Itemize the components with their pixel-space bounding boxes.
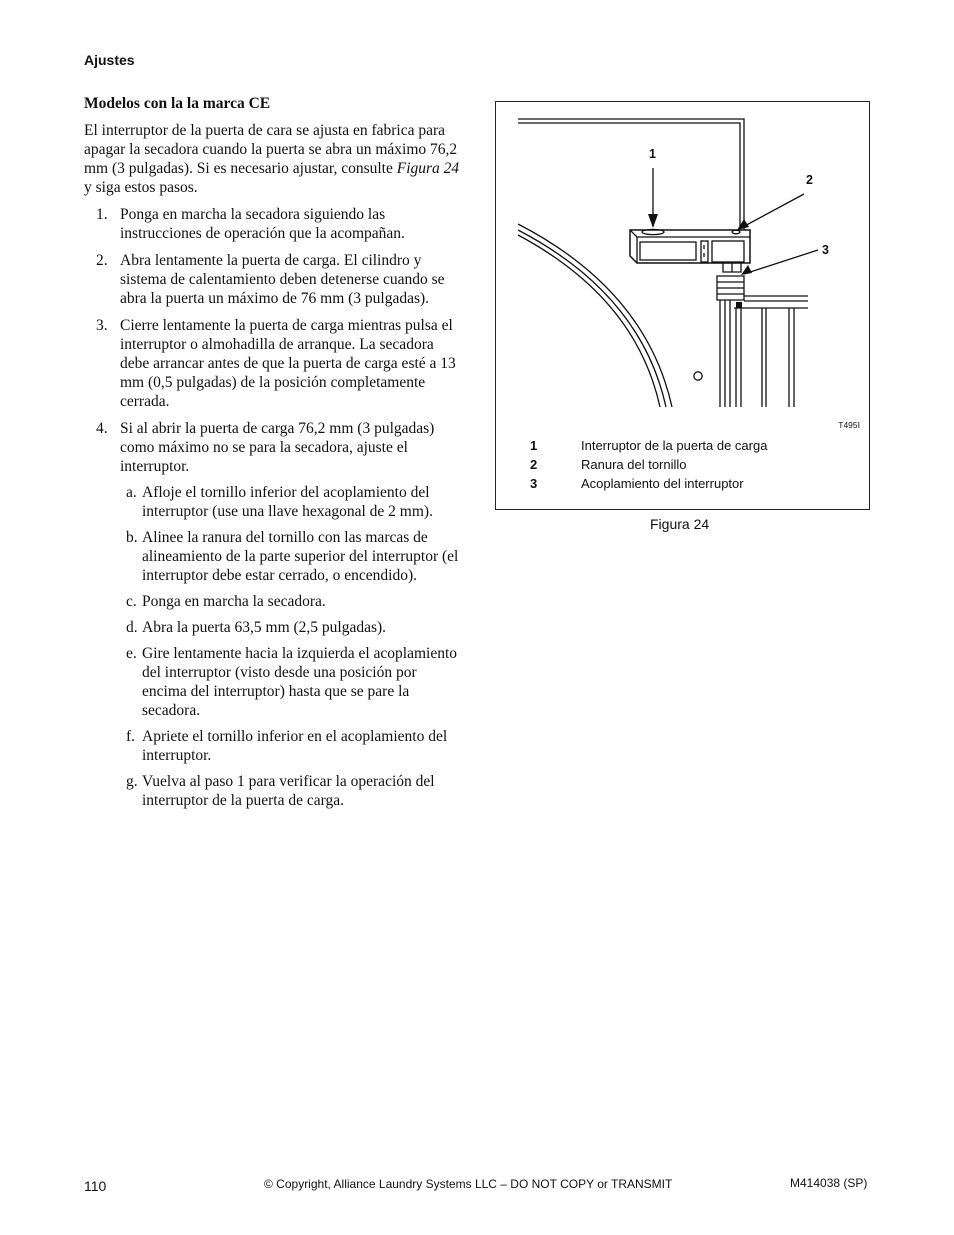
legend-number: 2 [530,457,538,472]
substep-item [120,592,460,611]
section-title: Modelos con la la marca CE [84,95,271,112]
section-header: Ajustes [84,52,135,68]
legend-label: Acoplamiento del interruptor [581,476,744,491]
substep-item [120,483,460,521]
substep-text: Abra la puerta 63,5 mm (2,5 pulgadas). [142,619,387,636]
step-text: Ponga en marcha la secadora siguiendo las instrucciones de operación que la acompañan. [120,206,405,242]
callout-3: 3 [822,243,829,257]
substep-item [120,528,460,585]
substep-letter: a. [126,484,137,501]
step-text: Cierre lentamente la puerta de carga mientras pulsa el interruptor o almohadilla de arranque. La secadora debe arrancar antes de que la puerta de carga esté a 13 mm (0,5 pulgadas) de la posición completamente cerrada. [120,317,456,410]
figure-reference-link[interactable]: Figura 24 [396,160,460,177]
step-item [84,419,460,810]
legend-row [530,455,767,474]
substep-letter: c. [126,593,137,610]
legend-label: Interruptor de la puerta de carga [581,438,768,453]
document-code: M414038 (SP) [790,1176,868,1190]
step-text: Si al abrir la puerta de carga 76,2 mm (3 pulgadas) como máximo no se para la secadora, ajuste el interruptor. [120,420,435,475]
intro-paragraph [84,121,460,197]
figure-code: T495I [838,420,860,430]
substep-letter: f. [126,728,136,745]
steps-list [84,205,460,810]
substep-text: Ponga en marcha la secadora. [142,593,326,610]
step-item [84,251,460,308]
substep-item [120,772,460,810]
substep-letter: g. [126,773,138,790]
step-item [84,205,460,243]
page-number: 110 [84,1178,107,1194]
step-number: 2. [96,252,108,269]
legend-number: 3 [530,476,538,491]
step-number: 4. [96,420,108,437]
step-item [84,316,460,411]
substeps-list [84,483,460,810]
intro-text: El interruptor de la puerta de cara se ajusta en fabrica para apagar la secadora cuando la puerta se abra un máximo 76,2 mm (3 pulgadas). Si es necesario ajustar, consulte [84,122,458,177]
callout-2: 2 [806,173,813,187]
copyright-notice: © Copyright, Alliance Laundry Systems LLC – DO NOT COPY or TRANSMIT [264,1177,673,1191]
callout-1: 1 [649,147,656,161]
substep-text: Gire lentamente hacia la izquierda el acoplamiento del interruptor (visto desde una posición por encima del interruptor) hasta que se pare la secadora. [142,645,458,719]
legend-row [530,474,767,493]
figure-legend [530,436,767,493]
step-text: Abra lentamente la puerta de carga. El cilindro y sistema de calentamiento deben detenerse cuando se abra la puerta un máximo de 76 mm (3 pulgadas). [120,252,445,307]
step-number: 3. [96,317,108,334]
substep-letter: b. [126,529,138,546]
substep-letter: e. [126,645,137,662]
legend-number: 1 [530,438,538,453]
substep-text: Vuelva al paso 1 para verificar la operación del interruptor de la puerta de carga. [142,773,435,809]
substep-text: Afloje el tornillo inferior del acoplamiento del interruptor (use una llave hexagonal de 2 mm). [142,484,433,520]
step-number: 1. [96,206,108,223]
substep-item [120,727,460,765]
substep-item [120,618,460,637]
instructions-column [84,94,460,818]
substep-text: Apriete el tornillo inferior en el acoplamiento del interruptor. [142,728,448,764]
substep-letter: d. [126,619,138,636]
legend-label: Ranura del tornillo [581,457,687,472]
substep-text: Alinee la ranura del tornillo con las marcas de alineamiento de la parte superior del interruptor (el interruptor debe estar cerrado, o encendido). [142,529,459,584]
legend-row [530,436,767,455]
intro-text-end: y siga estos pasos. [84,179,198,196]
substep-item [120,644,460,720]
figure-24-box [495,101,870,510]
door-switch-diagram [496,102,869,422]
figure-caption: Figura 24 [650,516,710,532]
